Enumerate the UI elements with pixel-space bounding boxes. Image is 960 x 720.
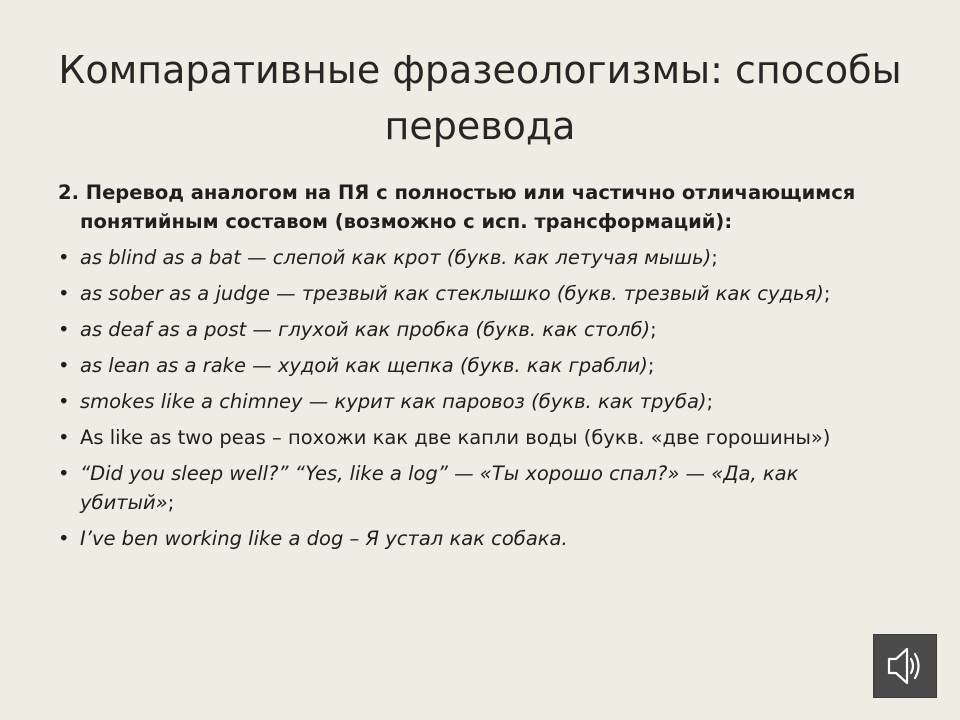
slide-title: Компаративные фразеологизмы: способы перевода [58, 48, 902, 148]
item-text: as blind as a bat — слепой как крот (букв. как летучая мышь) [80, 246, 712, 269]
item-punctuation: ; [647, 354, 655, 377]
item-text: As like as two peas – похожи как две капли воды (букв. «две горошины») [80, 426, 831, 449]
item-punctuation: ; [706, 390, 714, 413]
item-text: “Did you sleep well?” “Yes, like a log” — «Ты хорошо спал?» — «Да, как убитый» [80, 462, 799, 514]
bullet-icon: • [58, 390, 70, 413]
bullet-icon: • [58, 282, 70, 305]
bullet-icon: • [58, 246, 70, 269]
list-item [58, 351, 868, 380]
list-item [58, 243, 868, 272]
item-text: as deaf as a post — глухой как пробка (букв. как столб) [80, 318, 651, 341]
bullet-list [58, 243, 868, 553]
bullet-icon: • [58, 426, 70, 449]
item-punctuation: ; [823, 282, 831, 305]
bullet-icon: • [58, 527, 70, 550]
list-item [58, 524, 868, 553]
list-item [58, 423, 868, 452]
item-text: I’ve ben working like a dog – Я устал как собака. [80, 527, 568, 550]
bullet-icon: • [58, 462, 70, 485]
item-text: as lean as a rake — худой как щепка (букв. как грабли) [80, 354, 648, 377]
item-punctuation: ; [711, 246, 718, 269]
intro-paragraph: 2. Перевод аналогом на ПЯ с полностью или частично отличающимся понятийным составом (возможно с исп. трансформаций): [58, 181, 856, 233]
item-text: smokes like a chimney — курит как паровоз (букв. как труба) [80, 390, 707, 413]
list-item [58, 459, 868, 517]
item-punctuation: ; [650, 318, 657, 341]
audio-play-button[interactable] [873, 634, 937, 698]
item-text: as sober as a judge — трезвый как стеклышко (букв. трезвый как судья) [80, 282, 824, 305]
list-item [58, 387, 868, 416]
item-punctuation: ; [167, 491, 175, 514]
list-item [58, 315, 868, 344]
slide-content [58, 178, 868, 560]
list-item [58, 279, 868, 308]
bullet-icon: • [58, 354, 70, 377]
speaker-icon [885, 642, 925, 690]
bullet-icon: • [58, 318, 70, 341]
